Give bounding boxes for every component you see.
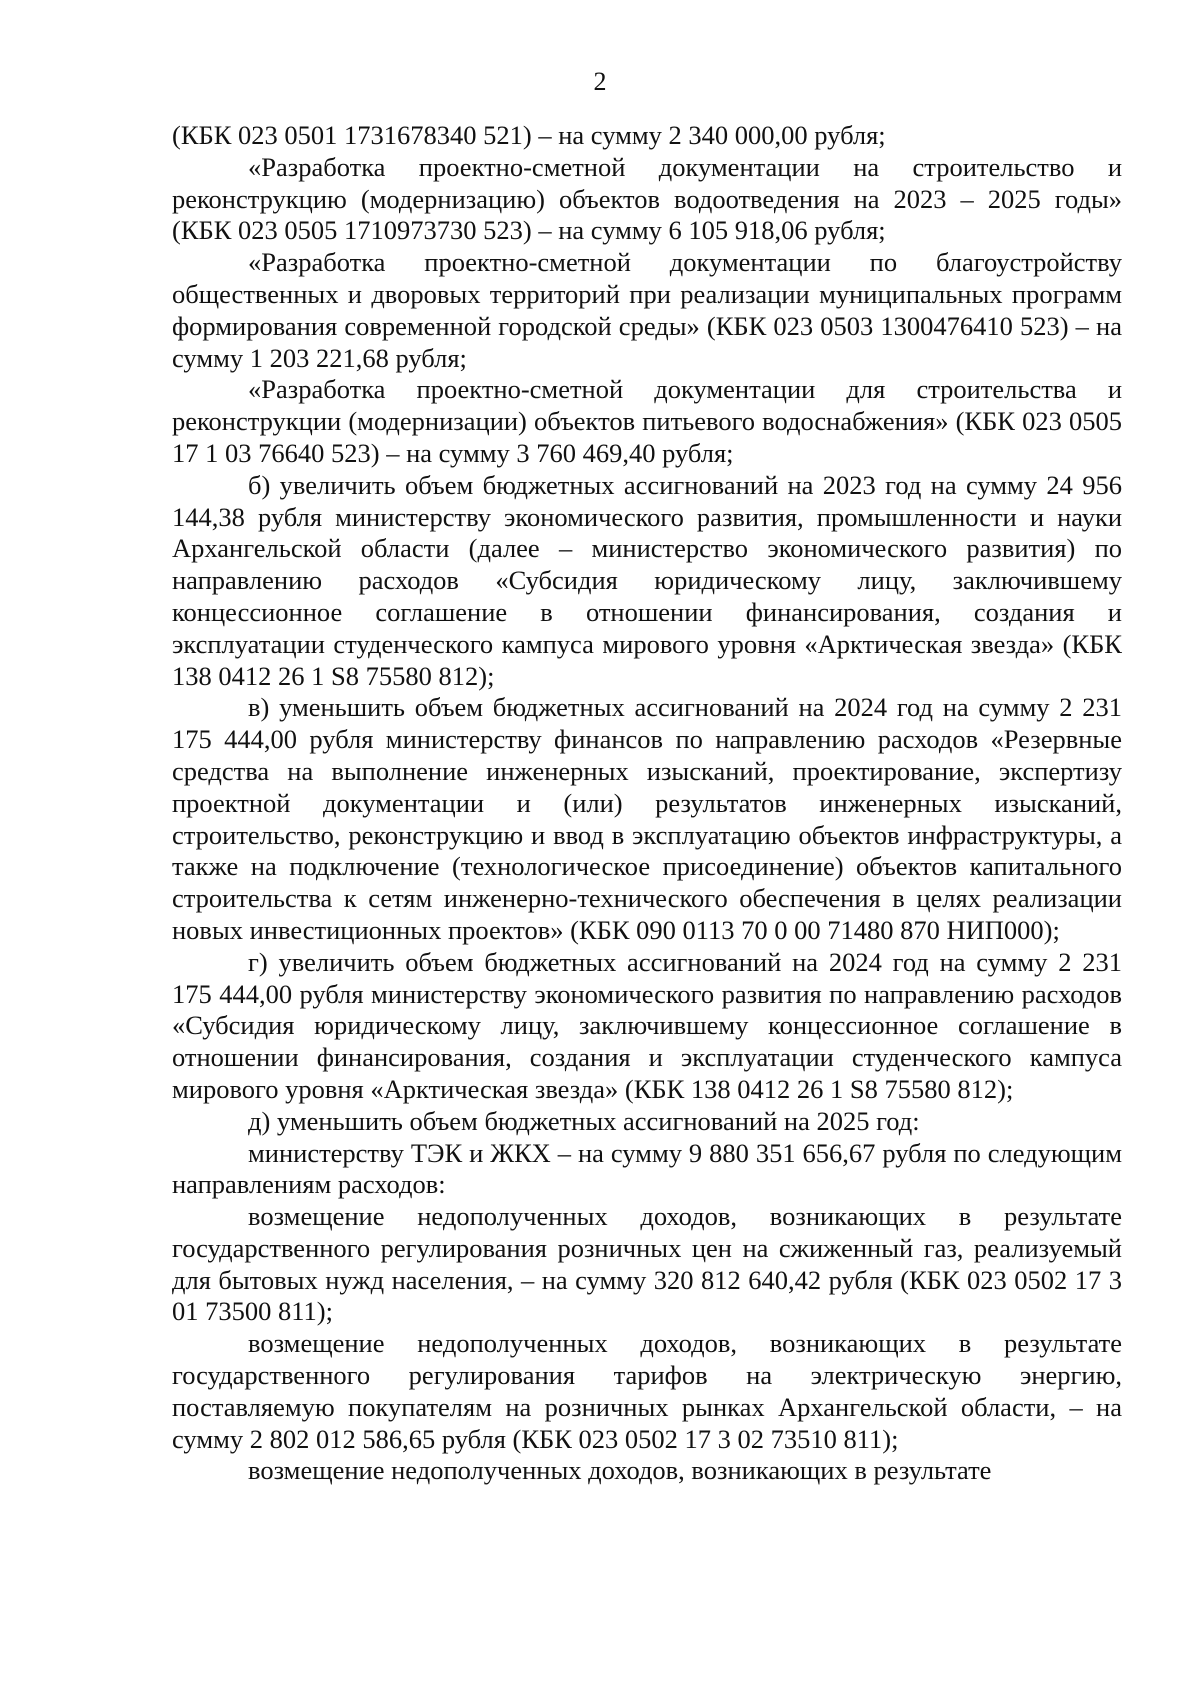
paragraph: «Разработка проектно-сметной документации по благоустройству общественных и дворовых территорий при реализации муниципальных программ формирования современной городской среды» (КБК 023 0503 1300476410 523) – на сумму 1 203 221,68 рубля;	[172, 247, 1122, 373]
paragraph: возмещение недополученных доходов, возникающих в результате государственного регулирования розничных цен на сжиженный газ, реализуемый для бытовых нужд населения, – на сумму 320 812 640,42 рубля (КБК 023 0502 17 3 01 73500 811);	[172, 1201, 1122, 1327]
paragraph: «Разработка проектно-сметной документации на строительство и реконструкцию (модернизацию) объектов водоотведения на 2023 – 2025 годы» (КБК 023 0505 1710973730 523) – на сумму 6 105 918,06 рубля;	[172, 151, 1122, 246]
paragraph: (КБК 023 0501 1731678340 521) – на сумму 2 340 000,00 рубля;	[172, 120, 886, 150]
paragraph: д) уменьшить объем бюджетных ассигнований на 2025 год:	[248, 1105, 920, 1136]
document-body	[172, 120, 1122, 1487]
paragraph: б) увеличить объем бюджетных ассигнований на 2023 год на сумму 24 956 144,38 рубля министерству экономического развития, промышленности и науки Архангельской области (далее – министерство экономического развития) по направлению расходов «Субсидия юридическому лицу, заключившему концессионное соглашение в отношении финансирования, создания и эксплуатации студенческого кампуса мирового уровня «Арктическая звезда» (КБК 138 0412 26 1 S8 75580 812);	[172, 469, 1122, 691]
paragraph: возмещение недополученных доходов, возникающих в результате	[248, 1455, 992, 1486]
paragraph: «Разработка проектно-сметной документации для строительства и реконструкции (модернизации) объектов питьевого водоснабжения» (КБК 023 0505 17 1 03 76640 523) – на сумму 3 760 469,40 рубля;	[172, 374, 1122, 468]
paragraph: в) уменьшить объем бюджетных ассигнований на 2024 год на сумму 2 231 175 444,00 рубля министерству финансов по направлению расходов «Резервные средства на выполнение инженерных изысканий, проектирование, экспертизу проектной документации и (или) результатов инженерных изысканий, строительство, реконструкцию и ввод в эксплуатацию объектов инфраструктуры, а также на подключение (технологическое присоединение) объектов капитального строительства к сетям инженерно-технического обеспечения в целях реализации новых инвестиционных проектов» (КБК 090 0113 70 0 00 71480 870 НИП000);	[172, 692, 1122, 945]
paragraph: г) увеличить объем бюджетных ассигнований на 2024 год на сумму 2 231 175 444,00 рубля министерству экономического развития по направлению расходов «Субсидия юридическому лицу, заключившему концессионное соглашение в отношении финансирования, создания и эксплуатации студенческого кампуса мирового уровня «Арктическая звезда» (КБК 138 0412 26 1 S8 75580 812);	[172, 946, 1122, 1104]
paragraph: министерству ТЭК и ЖКХ – на сумму 9 880 351 656,67 рубля по следующим направлениям расходов:	[172, 1137, 1122, 1200]
page-number: 2	[593, 67, 607, 96]
paragraph: возмещение недополученных доходов, возникающих в результате государственного регулирования тарифов на электрическую энергию, поставляемую покупателям на розничных рынках Архангельской области, – на сумму 2 802 012 586,65 рубля (КБК 023 0502 17 3 02 73510 811);	[172, 1328, 1122, 1454]
